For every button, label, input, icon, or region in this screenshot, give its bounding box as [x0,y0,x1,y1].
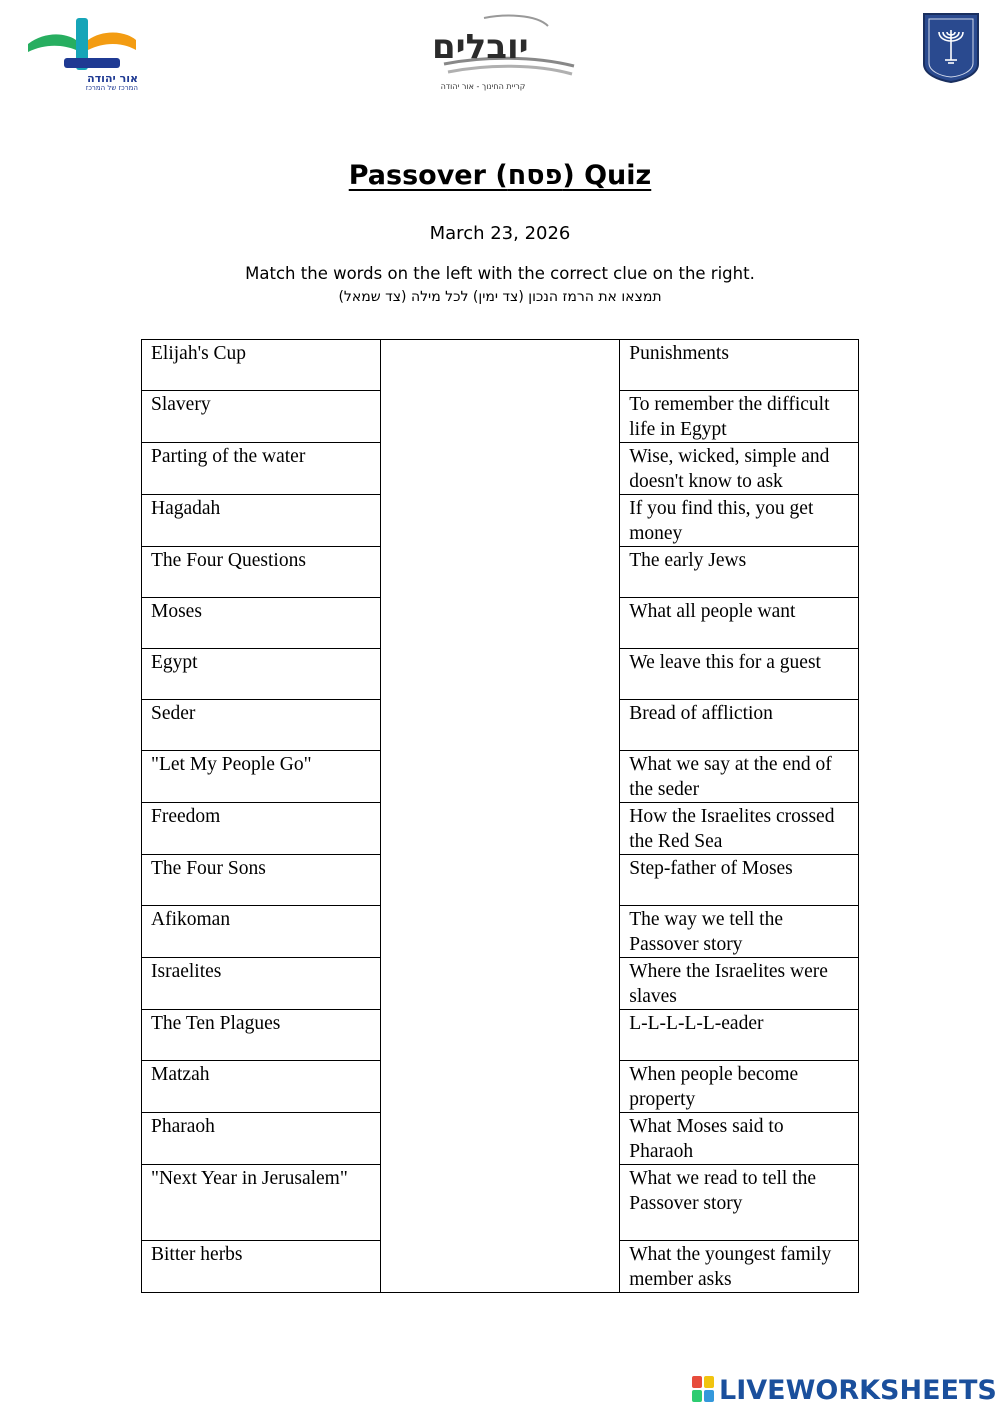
instructions-hebrew: תמצאו את הרמז הנכון (צד ימין) לכל מילה (צד שמאל) [338,289,662,305]
word-cell: Freedom [142,803,381,855]
answer-column[interactable] [380,340,620,1293]
clue-cell: Bread of affliction [620,700,859,751]
state-emblem-icon [920,10,982,84]
center-logo-caption: קריית החינוך - אור יהודה [440,82,526,91]
clue-cell: If you find this, you get money [620,495,859,547]
word-cell: Slavery [142,391,381,443]
yuvalim-logo-text: יובלים [432,27,529,67]
left-logo-caption: אור יהודה [87,72,138,85]
word-cell: Moses [142,598,381,649]
clue-cell: What the youngest family member asks [620,1241,859,1293]
matching-table [141,339,859,1293]
clue-cell: What we read to tell the Passover story [620,1165,859,1241]
word-cell: The Four Sons [142,855,381,906]
clue-cell: Punishments [620,340,859,391]
clue-cell: The way we tell the Passover story [620,906,859,958]
clue-cell: What Moses said to Pharaoh [620,1113,859,1165]
word-cell: Pharaoh [142,1113,381,1165]
matching-table-body [142,340,859,1293]
quiz-date: March 23, 2026 [429,223,571,244]
word-cell: Seder [142,700,381,751]
word-cell: Hagadah [142,495,381,547]
word-cell: Elijah's Cup [142,340,381,391]
liveworksheets-text: LIVEWORKSHEETS [719,1374,997,1406]
word-cell: Egypt [142,649,381,700]
clue-cell: L-L-L-L-L-eader [620,1010,859,1061]
liveworksheets-icon [692,1376,716,1404]
table-row [142,340,859,391]
page-title: Passover (פסח) Quiz [348,160,652,191]
word-cell: "Let My People Go" [142,751,381,803]
clue-cell: Step-father of Moses [620,855,859,906]
instructions-english: Match the words on the left with the correct clue on the right. [245,264,755,283]
liveworksheets-brand [692,1374,997,1406]
clue-cell: The early Jews [620,547,859,598]
clue-cell: What all people want [620,598,859,649]
clue-cell: We leave this for a guest [620,649,859,700]
clue-cell: Where the Israelites were slaves [620,958,859,1010]
word-cell: Afikoman [142,906,381,958]
left-logo-subcaption: המרכז של המרכז [85,84,138,92]
word-cell: "Next Year in Jerusalem" [142,1165,381,1241]
clue-cell: What we say at the end of the seder [620,751,859,803]
clue-cell: Wise, wicked, simple and doesn't know to ask [620,443,859,495]
word-cell: Israelites [142,958,381,1010]
clue-cell: When people become property [620,1061,859,1113]
word-cell: The Four Questions [142,547,381,598]
clue-cell: How the Israelites crossed the Red Sea [620,803,859,855]
clue-cell: To remember the difficult life in Egypt [620,391,859,443]
word-cell: Matzah [142,1061,381,1113]
word-cell: The Ten Plagues [142,1010,381,1061]
word-cell: Parting of the water [142,443,381,495]
word-cell: Bitter herbs [142,1241,381,1293]
